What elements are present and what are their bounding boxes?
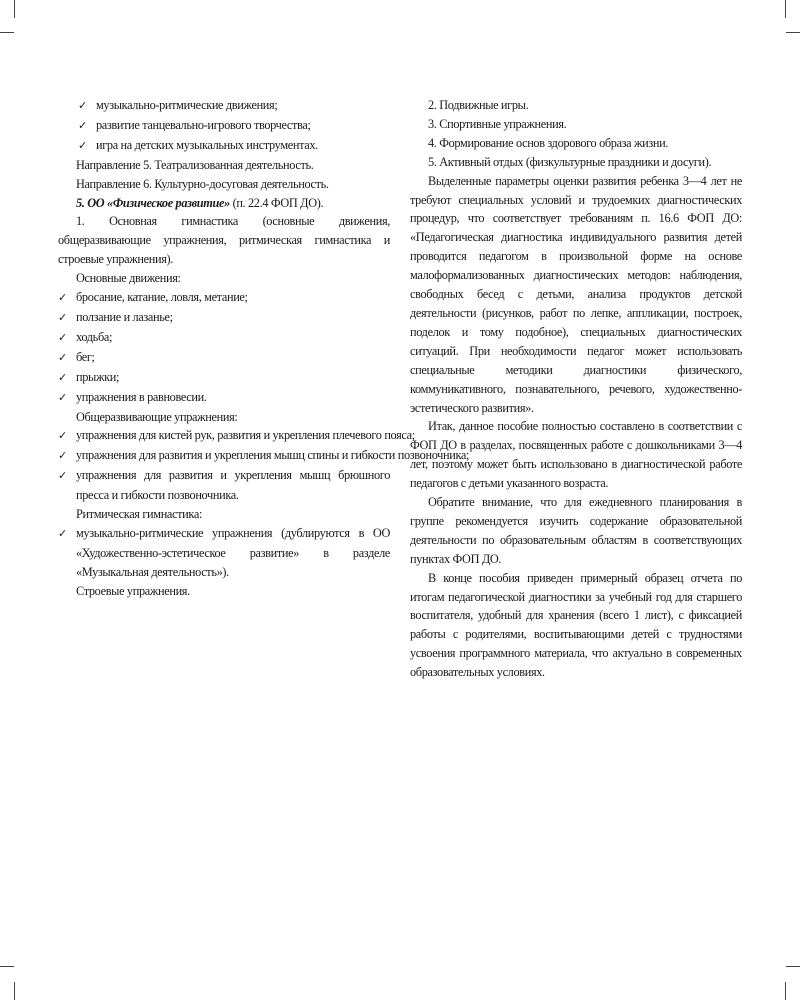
checkmark-icon: ✓ <box>58 330 67 344</box>
list-item: ✓ музыкально-ритмические упражнения (дублируются в ОО «Художественно-эстетическое развитие» в разделе «Музыкальная деятельность»). <box>58 525 390 579</box>
list-item: ✓ упражнения для развития и укрепления мышц брюшного пресса и гибкости позвоночника. <box>58 468 390 503</box>
list-item: ✓ упражнения для кистей рук, развития и укрепления плечевого пояса; <box>58 426 390 446</box>
crop-mark-top-left <box>14 0 15 18</box>
list-item: ✓ игра на детских музыкальных инструментах. <box>58 136 390 156</box>
list-item: ✓ музыкально-ритмические движения; <box>58 96 390 116</box>
direction-5: Направление 5. Театрализованная деятельность. <box>76 157 314 172</box>
subheading-rhythmic-gymnastics: Ритмическая гимнастика: <box>76 507 203 522</box>
list-item: ✓ ползание и лазанье; <box>58 308 390 328</box>
checkmark-icon: ✓ <box>78 99 87 112</box>
section-heading: 5. ОО «Физическое развитие» (п. 22.4 ФОП ДО). <box>76 195 324 210</box>
paragraph-basic-gymnastics: 1. Основная гимнастика (основные движения, общеразвивающие упражнения, ритмическая гимнастика и строевые упражнения). <box>58 214 390 267</box>
paragraph-diagnostics: Выделенные параметры оценки развития ребенка 3—4 лет не требуют специальных условий и трудоемких диагностических процедур, что соответствует требованиям п. 16.6 ФОП ДО: «Педагогическая диагностика индивидуального развития детей проводится педагогом в произвольной форме на основе малоформализованных диагностических методов: наблюдения, свободных бесед с детьми, анализа продуктов детской деятельности (рисунков, работ по лепке, аппликации, построек, поделок и тому подобное), специальных диагностических ситуаций. При необходимости педагог может использовать специальные методики диагностики физического, коммуникативного, познавательного, речевого, художественно-эстетического развития». <box>410 173 742 415</box>
checkmark-icon: ✓ <box>78 138 87 152</box>
list-item: ✓ ходьба; <box>58 328 390 348</box>
paragraph-planning-note: Обратите внимание, что для ежедневного планирования в группе рекомендуется изучить содержание образовательной деятельности по образовательным областям в соответствующих пунктах ФОП ДО. <box>410 495 742 566</box>
checkmark-icon: ✓ <box>58 429 67 443</box>
subheading-basic-movements: Основные движения: <box>76 271 181 286</box>
crop-mark-top-right <box>785 0 786 18</box>
list-item: ✓ упражнения в равновесии. <box>58 388 390 408</box>
crop-mark-bottom-left <box>14 982 15 1000</box>
list-item: ✓ развитие танцевально-игрового творчества; <box>58 116 390 136</box>
crop-mark-bottom-right-h <box>786 966 800 967</box>
checkmark-icon: ✓ <box>58 390 67 404</box>
item-active-rest: 5. Активный отдых (физкультурные праздники и досуги). <box>428 154 712 169</box>
right-column <box>410 96 742 682</box>
paragraph-report-sample: В конце пособия приведен примерный образец отчета по итогам педагогической диагностики за учебный год для старшего воспитателя, удобный для хранения (всего 1 лист), с фиксацией работы с родителями, воспитывающими детей с трудностями усвоения программного материала, что актуально в современных образовательных условиях. <box>410 570 742 680</box>
crop-mark-bottom-left-h <box>0 966 14 967</box>
crop-mark-top-left-h <box>0 32 14 33</box>
checkmark-icon: ✓ <box>58 449 67 463</box>
crop-mark-bottom-right <box>785 982 786 1000</box>
subheading-general-exercises: Общеразвивающие упражнения: <box>76 409 238 424</box>
list-item: ✓ упражнения для развития и укрепления мышц спины и гибкости позвоночника; <box>58 446 390 466</box>
checkmark-icon: ✓ <box>58 469 67 483</box>
paragraph-summary: Итак, данное пособие полностью составлено в соответствии с ФОП ДО в разделах, посвященных работе с дошкольниками 3—4 лет, поэтому может быть использовано в диагностической работе педагогов с детьми указанного возраста. <box>410 419 742 491</box>
list-item: ✓ бег; <box>58 348 390 368</box>
item-healthy-lifestyle: 4. Формирование основ здорового образа жизни. <box>428 135 669 150</box>
checkmark-icon: ✓ <box>58 350 67 364</box>
checkmark-icon: ✓ <box>58 291 67 305</box>
checkmark-icon: ✓ <box>78 118 87 132</box>
checkmark-icon: ✓ <box>58 526 67 540</box>
crop-mark-top-right-h <box>786 32 800 33</box>
item-outdoor-games: 2. Подвижные игры. <box>428 98 529 112</box>
checkmark-icon: ✓ <box>58 310 67 324</box>
subheading-drill-exercises: Строевые упражнения. <box>76 583 190 598</box>
list-item: ✓ прыжки; <box>58 368 390 388</box>
list-item: ✓ бросание, катание, ловля, метание; <box>58 288 390 308</box>
item-sports-exercises: 3. Спортивные упражнения. <box>428 116 567 131</box>
direction-6: Направление 6. Культурно-досуговая деятельность. <box>76 176 329 191</box>
left-column <box>58 96 470 601</box>
checkmark-icon: ✓ <box>58 370 67 384</box>
